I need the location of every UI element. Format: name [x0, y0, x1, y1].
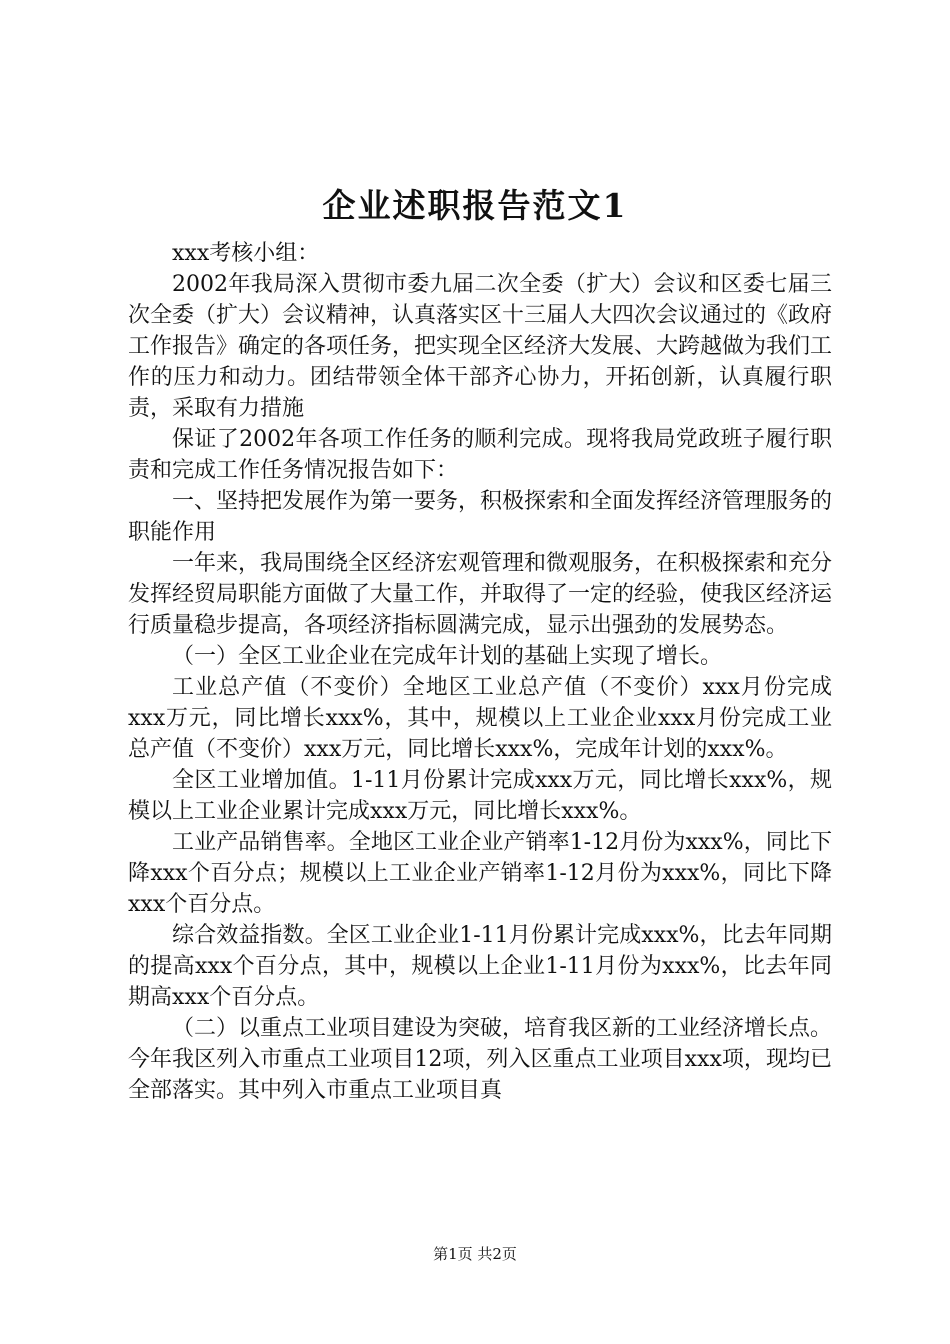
paragraph: 综合效益指数。全区工业企业1-11月份累计完成xxx%，比去年同期的提高xxx个百分点，其中，规模以上企业1-11月份为xxx%，比去年同期高xxx个百分点。 [128, 923, 832, 1010]
section-heading: 一、坚持把发展作为第一要务，积极探索和全面发挥经济管理服务的职能作用 [128, 489, 833, 545]
document-body [128, 238, 832, 1106]
paragraph: 一年来，我局围绕全区经济宏观管理和微观服务，在积极探索和充分发挥经贸局职能方面做了大量工作，并取得了一定的经验，使我区经济运行质量稳步提高，各项经济指标圆满完成，显示出强劲的发展势态。 [128, 551, 833, 638]
paragraph: 保证了2002年各项工作任务的顺利完成。现将我局党政班子履行职责和完成工作任务情况报告如下： [128, 427, 832, 483]
paragraph: 全区工业增加值。1-11月份累计完成xxx万元，同比增长xxx%，规模以上工业企业累计完成xxx万元，同比增长xxx%。 [128, 768, 832, 824]
paragraph: （二）以重点工业项目建设为突破，培育我区新的工业经济增长点。今年我区列入市重点工业项目12项，列入区重点工业项目xxx项，现均已全部落实。其中列入市重点工业项目真 [128, 1016, 833, 1103]
salutation: xxx考核小组： [172, 241, 320, 266]
page-footer: 第1页 共2页 [433, 1245, 517, 1263]
paragraph: 工业产品销售率。全地区工业企业产销率1-12月份为xxx%，同比下降xxx个百分点；规模以上工业企业产销率1-12月份为xxx%，同比下降xxx个百分点。 [128, 830, 832, 917]
paragraph: 工业总产值（不变价）全地区工业总产值（不变价）xxx月份完成xxx万元，同比增长xxx%，其中，规模以上工业企业xxx月份完成工业总产值（不变价）xxx万元，同比增长xxx%，完成年计划的xxx%。 [128, 675, 832, 762]
paragraph: 2002年我局深入贯彻市委九届二次全委（扩大）会议和区委七届三次全委（扩大）会议精神，认真落实区十三届人大四次会议通过的《政府工作报告》确定的各项任务，把实现全区经济大发展、大跨越做为我们工作的压力和动力。团结带领全体干部齐心协力，开拓创新，认真履行职责，采取有力措施 [128, 272, 833, 421]
document-title: 企业述职报告范文1 [322, 186, 628, 225]
subsection-heading: （一）全区工业企业在完成年计划的基础上实现了增长。 [172, 644, 723, 669]
